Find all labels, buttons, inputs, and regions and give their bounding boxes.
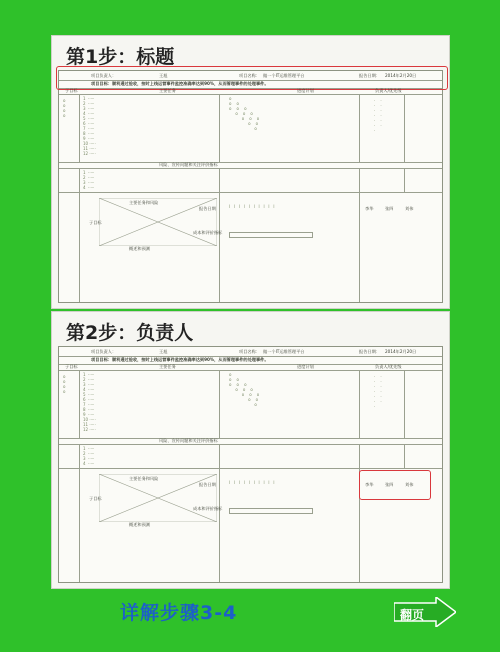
cost-bar	[229, 508, 313, 514]
owner-name-3: 刘伟	[405, 206, 414, 211]
col-schedule: 进度计划	[297, 88, 314, 93]
next-page-button[interactable]	[394, 597, 456, 627]
main-tasks-label: 主要任务和风险	[129, 200, 159, 205]
col-tasks: 主要任务	[159, 88, 176, 93]
col-owner: 负责人/优先级	[375, 364, 402, 369]
report-date-value: 2014年2月20日	[385, 73, 417, 78]
subgoal-label: 子目标	[89, 496, 102, 501]
project-name-value: 做一个IT运维管理平台	[263, 73, 305, 78]
step-1-panel	[52, 36, 449, 308]
report-date-label-bottom: 报告日期	[199, 482, 216, 487]
report-date-label: 报告日期：	[359, 349, 380, 354]
risk-section-label: 风险、宣传问题和关注评价指标	[159, 162, 218, 167]
step-1-title: 第1步：标题	[66, 46, 175, 68]
project-name-label: 项目名称：	[239, 349, 260, 354]
project-lead-label: 项目负责人：	[91, 73, 117, 78]
col-schedule: 进度计划	[297, 364, 314, 369]
step-2-title: 第2步：负责人	[66, 322, 194, 344]
project-name-label: 项目名称：	[239, 73, 260, 78]
owner-name-2: 张四	[385, 206, 394, 211]
owner-name-1: 李华	[365, 206, 374, 211]
step-2-panel	[52, 312, 449, 588]
cost-label: 成本和评价指标	[193, 230, 223, 235]
owner-name-1: 李华	[365, 482, 374, 487]
step-2-document	[58, 346, 443, 583]
forecast-label: 概述和预测	[129, 246, 150, 251]
cost-bar	[229, 232, 313, 238]
project-lead-value: 王旭	[159, 349, 168, 354]
risk-grid: 1 ····· 2 ····· 3 ····· 4 ·····	[59, 444, 442, 469]
step-1-document	[58, 70, 443, 303]
main-tasks-label: 主要任务和风险	[129, 476, 159, 481]
detail-steps-text: 详解步骤3-4	[120, 602, 238, 624]
report-date-label-bottom: 报告日期	[199, 206, 216, 211]
report-date-label: 报告日期：	[359, 73, 380, 78]
forecast-label: 概述和预测	[129, 522, 150, 527]
task-grid: o o o o 1 ····· 2 ····· 3 ····· 4 ····· 5 ····· 6 ····· 7 ····· 8 ····· 9 ····· 10 ····· 11 ····· 12 ····· o o o o o o o o o o o o o o o · · · · · · · · · · · · ·	[59, 94, 442, 163]
goal-text: 项目目标：顺利通过验收，按时上线运营事件监控准确率达到90%，从而管理事件的处理事件。	[91, 81, 269, 86]
cost-label: 成本和评价指标	[193, 506, 223, 511]
next-page-label: 翻页	[400, 608, 425, 622]
owner-highlight-box	[359, 470, 431, 500]
summary-section: 主要任务和风险 子目标 报告日期 成本和评价指标 概述和预测 l l l l l l l l l l 李华 张四 刘伟	[59, 468, 442, 582]
col-owner: 负责人/优先级	[375, 88, 402, 93]
col-subgoal: 子目标	[65, 88, 78, 93]
task-grid: o o o o 1 ····· 2 ····· 3 ····· 4 ····· 5 ····· 6 ····· 7 ····· 8 ····· 9 ····· 10 ····· 11 ····· 12 ····· o o o o o o o o o o o o o o o · · · · · · · · · · · · ·	[59, 370, 442, 439]
col-subgoal: 子目标	[65, 364, 78, 369]
title-highlight-box	[56, 66, 448, 90]
summary-section: 主要任务和风险 子目标 报告日期 成本和评价指标 概述和预测 l l l l l l l l l l 李华 张四 刘伟	[59, 192, 442, 302]
risk-section-label: 风险、宣传问题和关注评价指标	[159, 438, 218, 443]
project-name-value: 做一个IT运维管理平台	[263, 349, 305, 354]
col-tasks: 主要任务	[159, 364, 176, 369]
risk-grid: 1 ····· 2 ····· 3 ····· 4 ·····	[59, 168, 442, 193]
goal-text: 项目目标：顺利通过验收，按时上线运营事件监控准确率达到90%，从而管理事件的处理事件。	[91, 357, 269, 362]
subgoal-label: 子目标	[89, 220, 102, 225]
project-lead-label: 项目负责人：	[91, 349, 117, 354]
owner-name-2: 张四	[385, 482, 394, 487]
owner-name-3: 刘伟	[405, 482, 414, 487]
project-lead-value: 王旭	[159, 73, 168, 78]
report-date-value: 2014年2月20日	[385, 349, 417, 354]
